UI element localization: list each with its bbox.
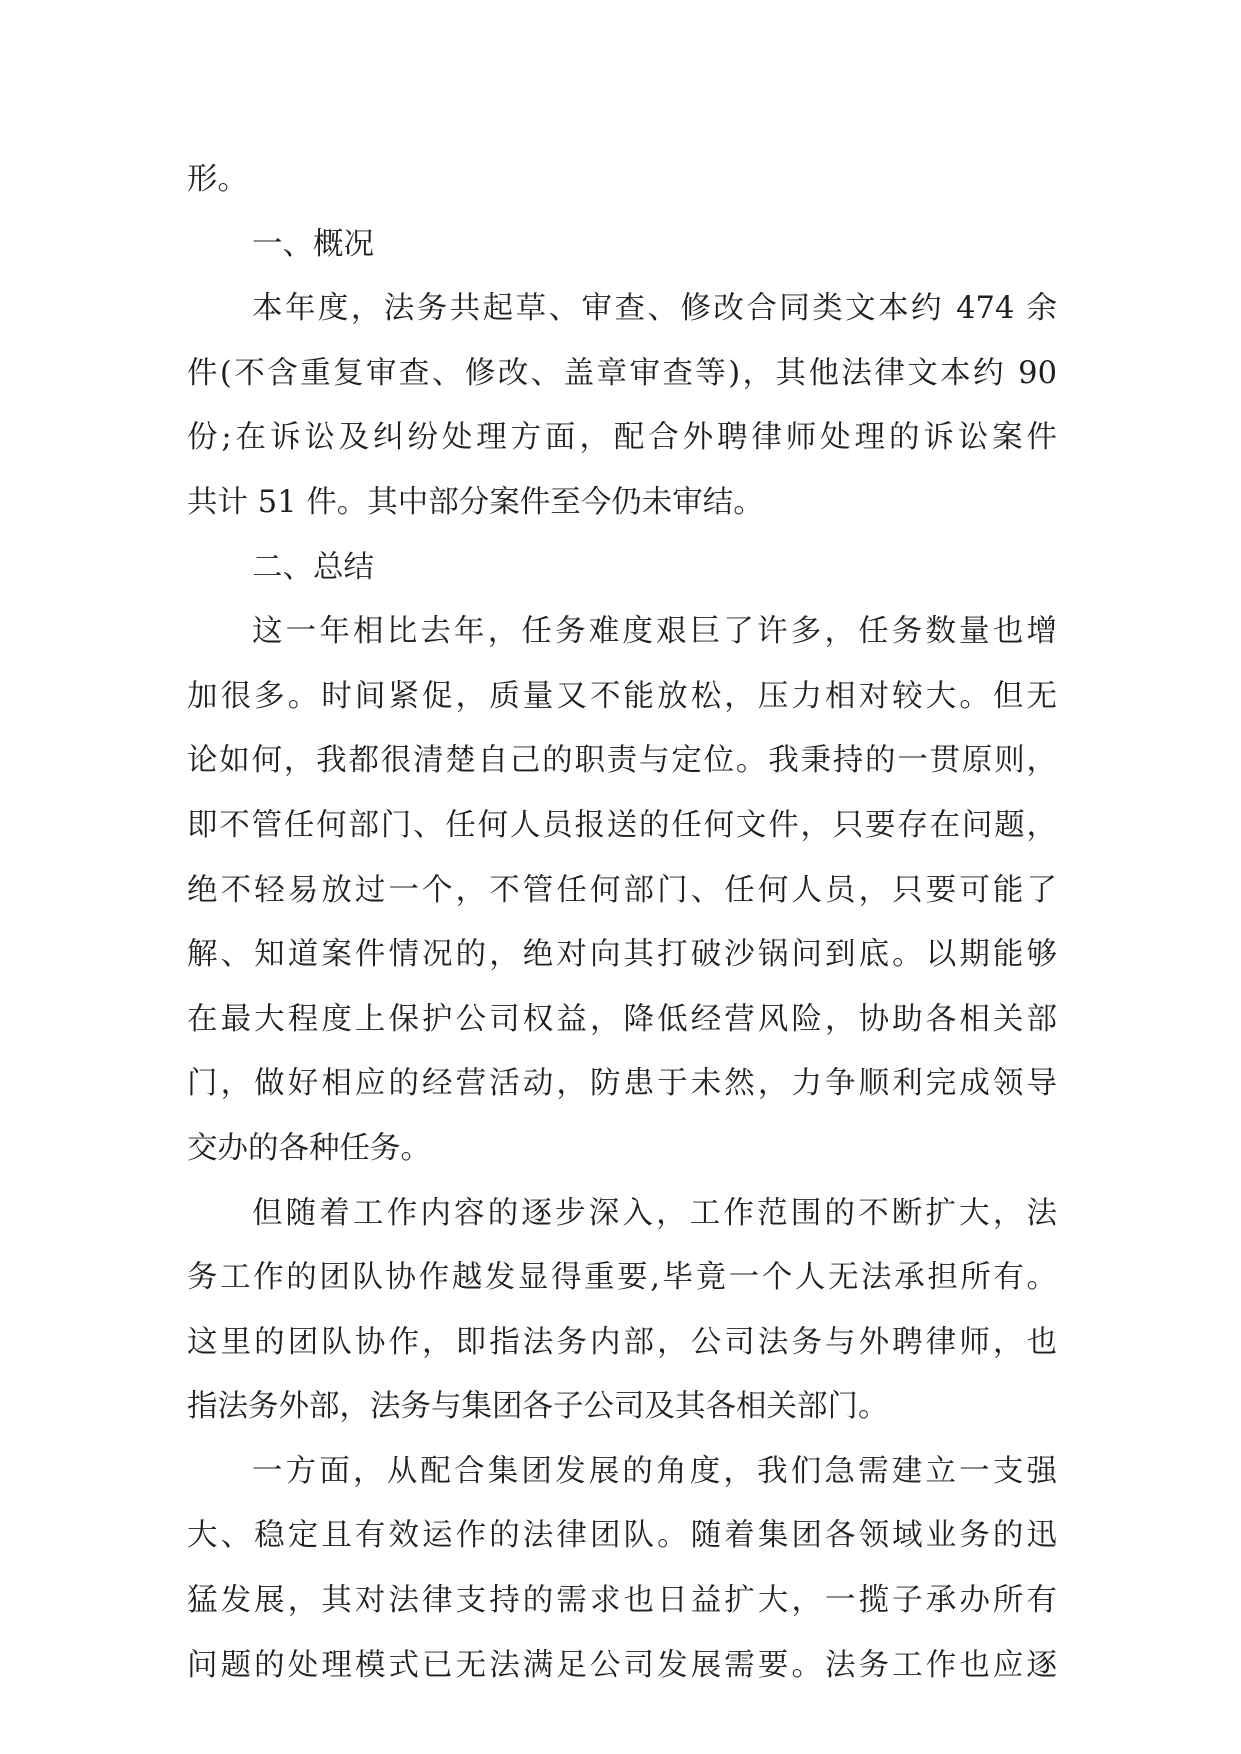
paragraph-line: 猛发展，其对法律支持的需求也日益扩大，一揽子承办所有 — [187, 1583, 1057, 1619]
paragraph-line: 但随着工作内容的逐步深入，工作范围的不断扩大，法 — [252, 1195, 1057, 1231]
paragraph-line: 论如何，我都很清楚自己的职责与定位。我秉持的一贯原则， — [187, 743, 1057, 779]
paragraph-line: 门，做好相应的经营活动，防患于未然，力争顺利完成领导 — [187, 1066, 1057, 1102]
paragraph-line: 共计 51 件。其中部分案件至今仍未审结。 — [187, 484, 764, 520]
document-body — [187, 148, 1057, 1698]
paragraph-line: 务工作的团队协作越发显得重要,毕竟一个人无法承担所有。 — [187, 1260, 1057, 1296]
paragraph-line: 本年度，法务共起草、审查、修改合同类文本约 474 余 — [252, 291, 1057, 327]
paragraph-line: 指法务外部，法务与集团各子公司及其各相关部门。 — [187, 1389, 889, 1425]
paragraph-line: 份;在诉讼及纠纷处理方面，配合外聘律师处理的诉讼案件 — [187, 420, 1057, 456]
section-heading-summary: 二、总结 — [252, 549, 374, 585]
paragraph-continuation-line: 形。 — [187, 162, 248, 197]
paragraph-line: 在最大程度上保护公司权益，降低经营风险，协助各相关部 — [187, 1001, 1057, 1037]
paragraph-line: 即不管任何部门、任何人员报送的任何文件，只要存在问题， — [187, 807, 1057, 843]
paragraph-line: 问题的处理模式已无法满足公司发展需要。法务工作也应逐 — [187, 1647, 1057, 1683]
paragraph-line: 这一年相比去年，任务难度艰巨了许多，任务数量也增 — [252, 614, 1057, 650]
section-heading-overview: 一、概况 — [252, 226, 374, 262]
paragraph-line: 交办的各种任务。 — [187, 1130, 431, 1166]
paragraph-line: 加很多。时间紧促，质量又不能放松，压力相对较大。但无 — [187, 678, 1057, 714]
paragraph-line: 大、稳定且有效运作的法律团队。随着集团各领域业务的迅 — [187, 1518, 1057, 1554]
paragraph-line: 解、知道案件情况的，绝对向其打破沙锅问到底。以期能够 — [187, 937, 1057, 973]
paragraph-line: 件(不含重复审查、修改、盖章审查等)，其他法律文本约 90 — [187, 355, 1057, 391]
paragraph-line: 绝不轻易放过一个，不管任何部门、任何人员，只要可能了 — [187, 872, 1057, 908]
paragraph-line: 一方面，从配合集团发展的角度，我们急需建立一支强 — [252, 1453, 1057, 1489]
paragraph-line: 这里的团队协作，即指法务内部，公司法务与外聘律师，也 — [187, 1324, 1057, 1360]
